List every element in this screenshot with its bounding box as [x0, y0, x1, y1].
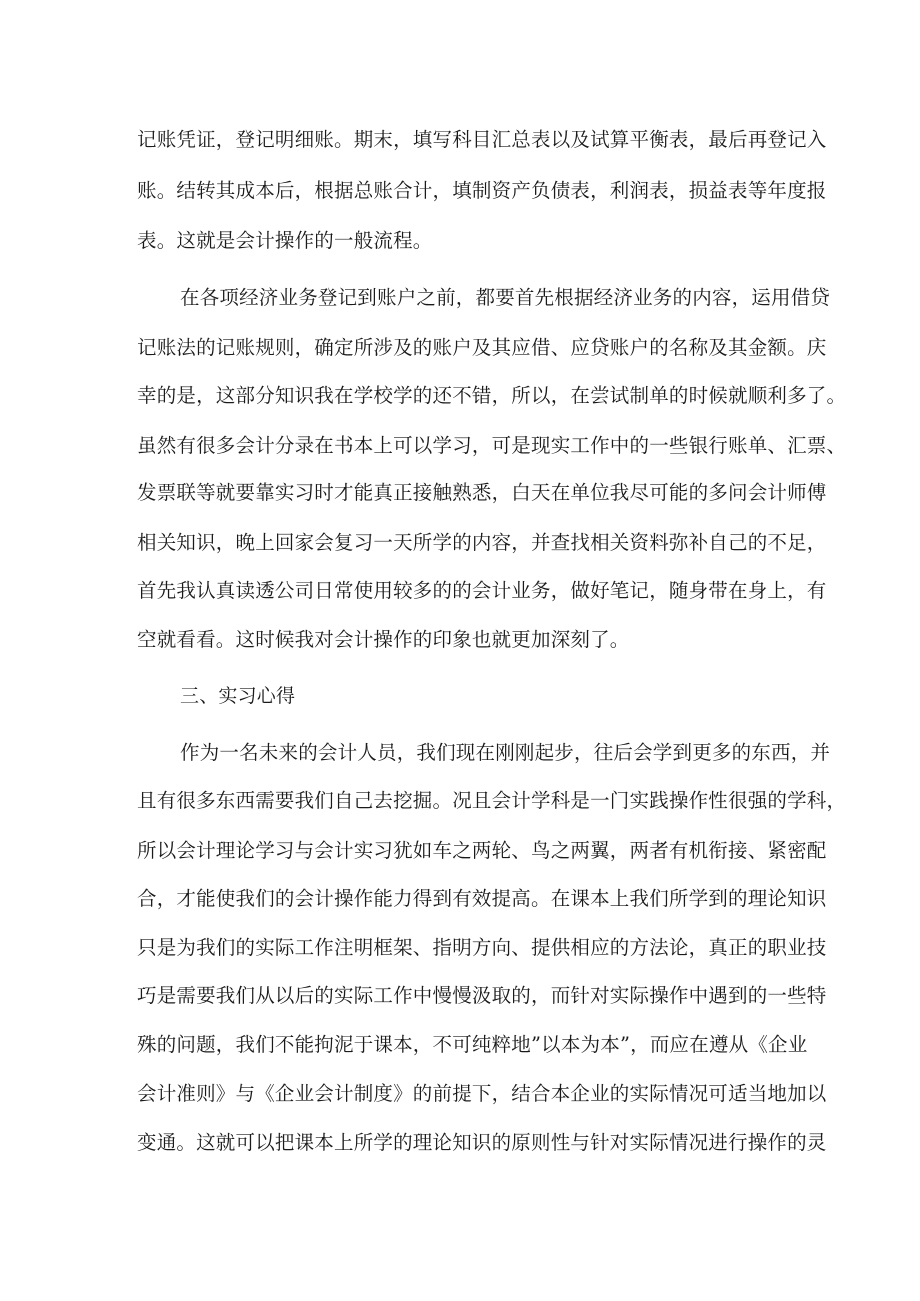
paragraph-line: 只是为我们的实际工作注明框架、指明方向、提供相应的方法论，真正的职业技 [137, 936, 827, 959]
paragraph-line: 合，才能使我们的会计操作能力得到有效提高。在课本上我们所学到的理论知识 [137, 887, 827, 910]
paragraph-line: 账。结转其成本后，根据总账合计，填制资产负债表，利润表，损益表等年度报 [137, 179, 827, 202]
paragraph-line: 相关知识，晚上回家会复习一天所学的内容，并查找相关资料弥补自己的不足， [137, 531, 827, 554]
paragraph-line: 发票联等就要靠实习时才能真正接触熟悉，白天在单位我尽可能的多问会计师傅 [137, 481, 827, 504]
paragraph-line: 巧是需要我们从以后的实际工作中慢慢汲取的，而针对实际操作中遇到的一些特 [137, 984, 827, 1007]
paragraph-line: 虽然有很多会计分录在书本上可以学习，可是现实工作中的一些银行账单、汇票、 [137, 434, 847, 457]
paragraph-line: 首先我认真读透公司日常使用较多的的会计业务，做好笔记，随身带在身上，有 [137, 579, 827, 602]
paragraph-line: 且有很多东西需要我们自己去挖掘。况且会计学科是一门实践操作性很强的学科， [137, 789, 847, 812]
paragraph-line: 变通。这就可以把课本上所学的理论知识的原则性与针对实际情况进行操作的灵 [137, 1131, 827, 1154]
paragraph-line: 所以会计理论学习与会计实习犹如车之两轮、鸟之两翼，两者有机衔接、紧密配 [137, 839, 827, 862]
paragraph-line: 幸的是，这部分知识我在学校学的还不错，所以，在尝试制单的时候就顺利多了。 [137, 384, 847, 407]
paragraph-line: 空就看看。这时候我对会计操作的印象也就更加深刻了。 [137, 628, 630, 651]
paragraph-line: 作为一名未来的会计人员，我们现在刚刚起步，往后会学到更多的东西，并 [180, 741, 831, 764]
paragraph-line: 殊的问题，我们不能拘泥于课本，不可纯粹地”以本为本”，而应在遵从《企业 [137, 1033, 808, 1056]
paragraph-line: 会计准则》与《企业会计制度》的前提下，结合本企业的实际情况可适当地加以 [137, 1082, 827, 1105]
paragraph-line: 记账凭证，登记明细账。期末，填写科目汇总表以及试算平衡表，最后再登记入 [137, 128, 827, 151]
paragraph-line: 表。这就是会计操作的一般流程。 [137, 229, 433, 252]
section-heading: 三、实习心得 [180, 685, 296, 707]
paragraph-line: 在各项经济业务登记到账户之前，都要首先根据经济业务的内容，运用借贷 [180, 286, 831, 309]
paragraph-line: 记账法的记账规则，确定所涉及的账户及其应借、应贷账户的名称及其金额。庆 [137, 336, 827, 359]
